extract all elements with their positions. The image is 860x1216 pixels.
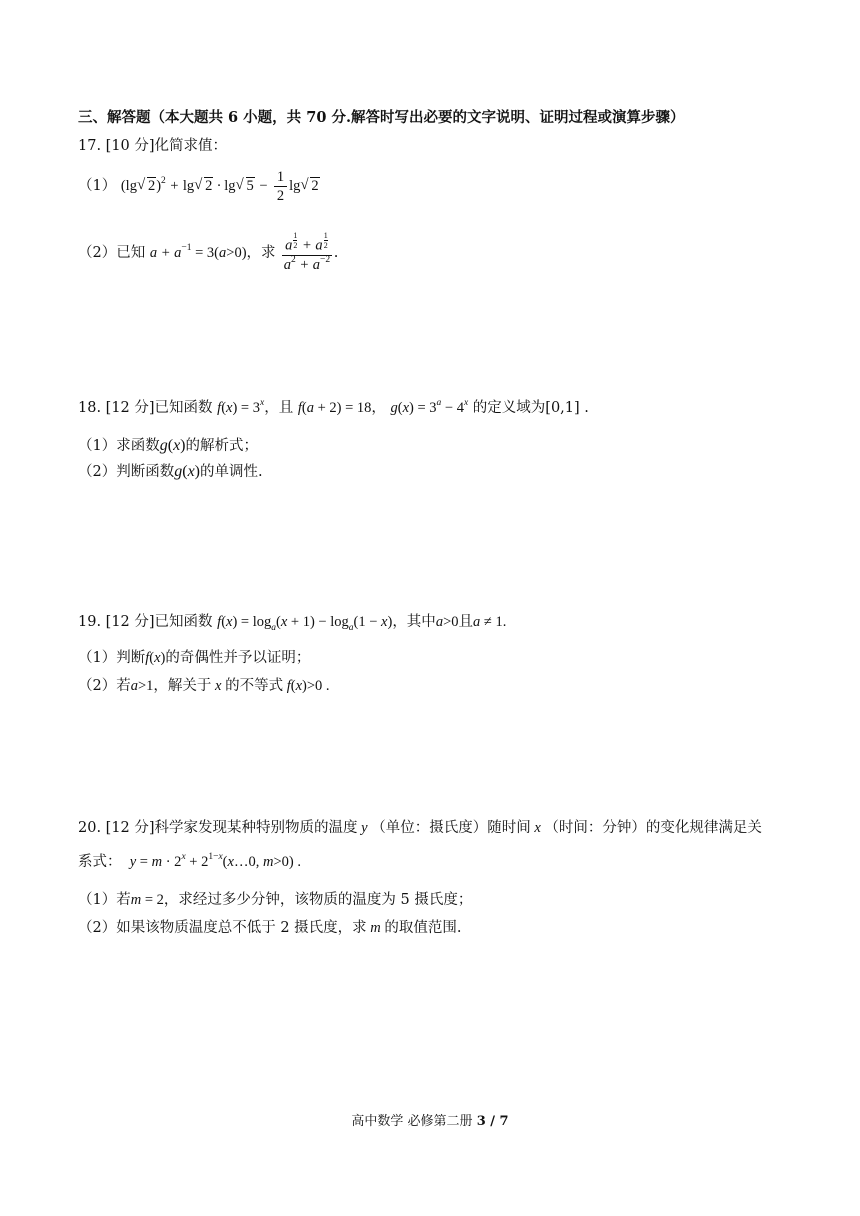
q19-part1: （1）判断f(x)的奇偶性并予以证明；: [78, 650, 311, 666]
q20-part2-end: 的取值范围.: [384, 920, 462, 936]
q18-f-value: f(a + 2) = 18: [297, 400, 372, 416]
q18-stem: [78, 398, 589, 418]
q20-conj2: （时间：分钟）的变化规律满足关: [544, 820, 762, 836]
q18-conj3: 的定义域为: [472, 400, 546, 416]
q20-formula-line: [78, 852, 301, 872]
q20-stem-text: 20. [12 分]科学家发现某种特别物质的温度: [78, 820, 358, 836]
q17-stem: 17. [10 分]化简求值：: [78, 138, 228, 154]
q19-part1-label: （1）判断: [78, 650, 146, 666]
footer-text: 高中数学 必修第二册: [351, 1114, 477, 1129]
q17-part1: [78, 168, 320, 205]
q20-line2-label: 系式：: [78, 854, 122, 870]
q20-part2-label: （2）如果该物质温度总不低于 2 摄氏度，求: [78, 920, 367, 936]
q18-part1-end: 的解析式；: [185, 438, 258, 454]
q18-domain: [0,1] .: [545, 400, 589, 416]
q17-part1-label: （1）: [78, 177, 117, 194]
q20-part1-label: （1）若: [78, 892, 131, 908]
q18-g-def: $g(x) = 3^a - 4^x$: [390, 398, 469, 416]
q20-part2: （2）如果该物质温度总不低于 2 摄氏度，求 m 的取值范围.: [78, 920, 462, 936]
q17-part2-fraction: a $^{\frac{1}{2}}$ + a $^{\frac{1}{2}}$ $a^2 + a^{-2}$: [283, 231, 331, 273]
q19-conj1: ，其中: [392, 614, 436, 630]
q19-part1-end: 的奇偶性并予以证明；: [165, 650, 311, 666]
q19-f-def: $f(x) = \log_a(x + 1) - \log_a(1 - x)$: [217, 614, 393, 633]
q18-part1: （1）求函数g(x)的解析式；: [78, 437, 258, 454]
q17-part2: （2）已知 $a + a^{-1} = 3(a>0)$，求 a $^{\frac{1}{2}}$ + a $^{\frac{1}{2}}$ $a^2 + a^{-2}$ .: [78, 231, 339, 273]
q19-part2-mid2: 的不等式: [225, 678, 284, 694]
q18-part2: （2）判断函数g(x)的单调性.: [78, 463, 263, 480]
q19-part2-mid: ，解关于: [153, 678, 212, 694]
q20-part1: （1）若m = 2，求经过多少分钟，该物质的温度为 5 摄氏度；: [78, 892, 473, 908]
q18-part2-end: 的单调性.: [200, 464, 263, 480]
q18-part2-label: （2）判断函数: [78, 464, 175, 480]
q18-f-def: $f(x) = 3^x$: [217, 398, 265, 416]
q18-part1-label: （1）求函数: [78, 438, 160, 454]
q20-part1-end: ，求经过多少分钟，该物质的温度为 5 摄氏度；: [163, 892, 473, 908]
q19-conj2: 且: [458, 614, 473, 630]
q19-part2-label: （2）若: [78, 678, 131, 694]
q19-stem-text: 19. [12 分]已知函数: [78, 614, 213, 630]
q17-part2-label: （2）已知: [78, 244, 146, 261]
q20-formula: $y = m \cdot 2^x$ + $2^{1-x}(x\dots 0$, m>0) .: [126, 852, 301, 870]
q18-conj1: ，且: [264, 400, 294, 416]
q18-stem-text: 18. [12 分]已知函数: [78, 400, 213, 416]
page-number: 3 / 7: [476, 1114, 509, 1129]
q20-stem: 20. [12 分]科学家发现某种特别物质的温度 y （单位：摄氏度）随时间 x （时间：分钟）的变化规律满足关: [78, 820, 762, 836]
q19-stem: 19. [12 分]已知函数 $f(x) = \log_a(x + 1) - \log_a(1 - x)$，其中a>0且a ≠ 1.: [78, 614, 507, 633]
q18-conj2: ，: [371, 400, 386, 416]
q17-part2-condition: $a + a^{-1} = 3(a>0)$: [149, 242, 247, 261]
section-heading: 三、解答题（本大题共 6 小题，共 70 分.解答时写出必要的文字说明、证明过程或演算步骤）: [78, 109, 685, 126]
page-footer: [0, 1110, 860, 1129]
q17-part1-formula: (lg√ 2)$^2$ + lg√ 2 · lg√ 5 − $\frac{1}{2}$ lg√ 2: [121, 178, 320, 194]
q19-part2: （2）若a>1，解关于 x 的不等式 f(x)>0 .: [78, 678, 330, 694]
q20-conj1: （单位：摄氏度）随时间: [371, 820, 531, 836]
q17-part2-mid: ，求: [246, 244, 276, 261]
